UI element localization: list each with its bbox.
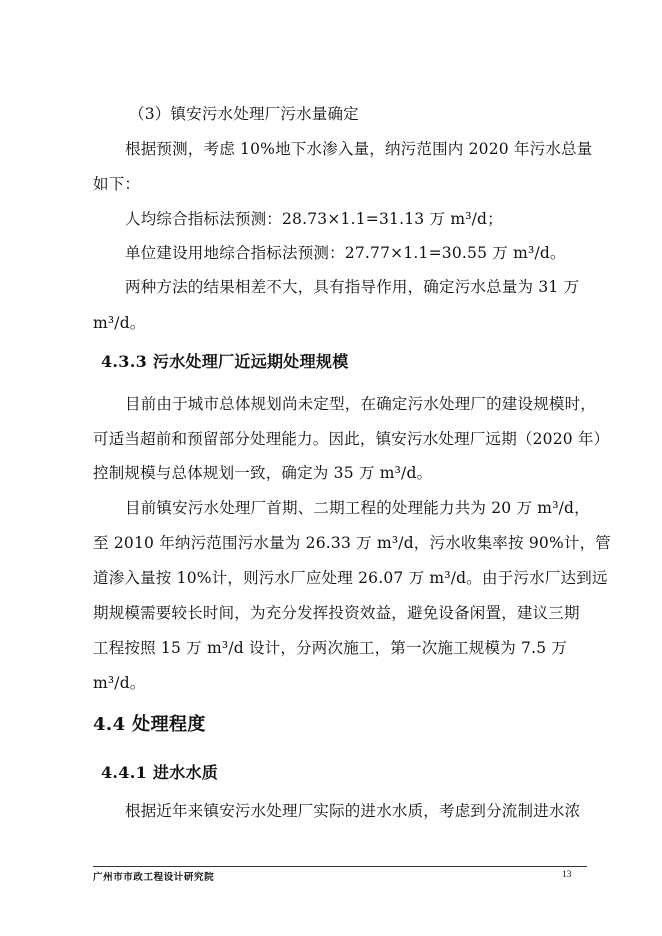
paragraph-line: m³/d。 [93, 674, 146, 692]
paragraph-line: 工程按照 15 万 m³/d 设计，分两次施工，第一次施工规模为 7.5 万 [93, 639, 568, 657]
footer-divider [93, 866, 587, 867]
paragraph-line: 目前由于城市总体规划尚未定型，在确定污水处理厂的建设规模时， [125, 395, 597, 413]
paragraph-line: m³/d。 [93, 314, 146, 332]
heading-4-4-1: 4.4.1 进水水质 [101, 763, 219, 782]
paragraph-line: 如下： [93, 175, 141, 193]
paragraph-line: 可适当超前和预留部分处理能力。因此，镇安污水处理厂远期（2020 年） [93, 430, 610, 448]
paragraph-line: 根据近年来镇安污水处理厂实际的进水水质，考虑到分流制进水浓 [125, 802, 581, 820]
heading-4-4: 4.4 处理程度 [93, 714, 206, 735]
paragraph-line: 期规模需要较长时间，为充分发挥投资效益，避免设备闲置，建议三期 [93, 604, 580, 622]
method-land-use: 单位建设用地综合指标法预测：27.77×1.1=30.55 万 m³/d。 [125, 244, 566, 262]
footer-organization: 广州市市政工程设计研究院 [93, 872, 215, 883]
paragraph-line: 根据预测，考虑 10%地下水渗入量，纳污范围内 2020 年污水总量 [125, 140, 593, 158]
paragraph-line: 至 2010 年纳污范围污水量为 26.33 万 m³/d，污水收集率按 90%计，管 [93, 534, 611, 552]
paragraph-line: 道渗入量按 10%计，则污水厂应处理 26.07 万 m³/d。由于污水厂达到远 [93, 569, 608, 587]
subsection-3-title: （3）镇安污水处理厂污水量确定 [129, 105, 359, 123]
paragraph-line: 控制规模与总体规划一致，确定为 35 万 m³/d。 [93, 464, 433, 482]
paragraph-line: 两种方法的结果相差不大，具有指导作用，确定污水总量为 31 万 [125, 278, 580, 296]
heading-4-3-3: 4.3.3 污水处理厂近远期处理规模 [101, 352, 349, 371]
page-number: 13 [562, 870, 572, 880]
method-per-capita: 人均综合指标法预测：28.73×1.1=31.13 万 m³/d； [125, 210, 503, 228]
paragraph-line: 目前镇安污水处理厂首期、二期工程的处理能力共为 20 万 m³/d， [125, 499, 590, 517]
